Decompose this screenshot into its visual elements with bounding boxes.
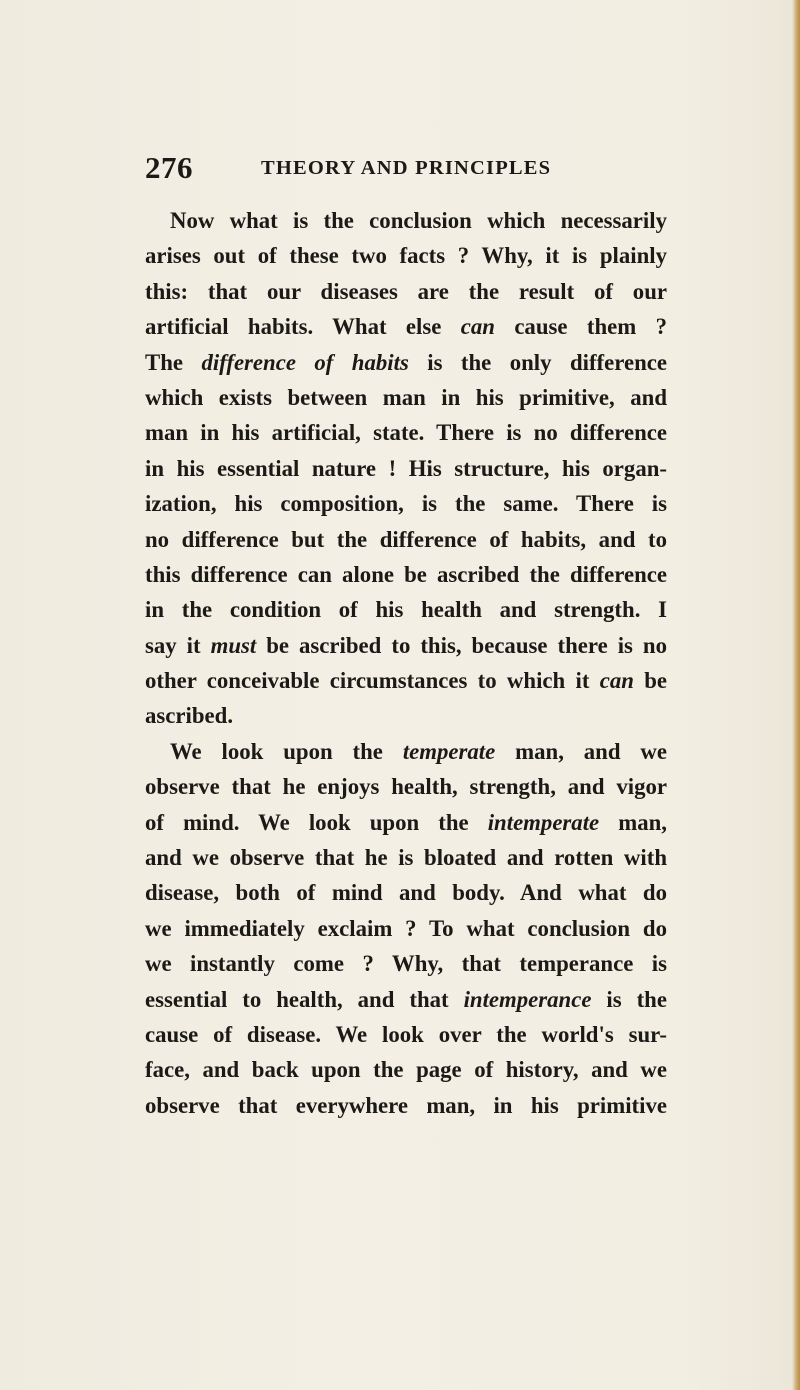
page-edge	[792, 0, 800, 1390]
text-line: ascribed.	[145, 703, 234, 729]
text-line: cause of disease. We look over the world's sur-	[145, 1021, 667, 1047]
body-text	[145, 203, 667, 1123]
text-line: We look upon the temperate man, and we	[170, 738, 667, 764]
text-line: other conceivable circumstances to which it can be	[145, 668, 667, 694]
text-line: observe that he enjoys health, strength, and vigor	[145, 774, 667, 800]
text-line: disease, both of mind and body. And what do	[145, 880, 667, 906]
italic-emphasis: must	[210, 632, 257, 658]
page-number: 276	[145, 150, 193, 185]
text-line: face, and back upon the page of history, and we	[145, 1057, 667, 1083]
text-line: in the condition of his health and strength. I	[145, 597, 667, 623]
text-line: this: that our diseases are the result of our	[145, 278, 667, 304]
running-head	[145, 150, 705, 190]
italic-emphasis: intemperance	[463, 986, 592, 1012]
text-line: which exists between man in his primitive, and	[145, 384, 667, 410]
text-line: artificial habits. What else can cause them ?	[145, 314, 667, 340]
text-line: observe that everywhere man, in his primitive	[145, 1092, 667, 1118]
italic-emphasis: can	[460, 314, 495, 340]
text-line: essential to health, and that intemperance is the	[145, 986, 667, 1012]
text-line: no difference but the difference of habits, and to	[145, 526, 667, 552]
text-line: we immediately exclaim ? To what conclusion do	[145, 915, 667, 941]
text-line: we instantly come ? Why, that temperance is	[145, 951, 667, 977]
text-line: this difference can alone be ascribed the difference	[145, 561, 667, 587]
text-line: The difference of habits is the only difference	[145, 349, 667, 375]
italic-emphasis: temperate	[402, 738, 496, 764]
text-line: say it must be ascribed to this, because there is no	[145, 632, 667, 658]
running-title: THEORY AND PRINCIPLES	[261, 157, 552, 179]
text-line: and we observe that he is bloated and rotten with	[145, 845, 667, 871]
text-line: arises out of these two facts ? Why, it is plainly	[145, 243, 667, 269]
text-line: of mind. We look upon the intemperate man,	[145, 809, 667, 835]
italic-emphasis: difference of habits	[201, 349, 409, 375]
italic-emphasis: intemperate	[487, 809, 600, 835]
text-line: Now what is the conclusion which necessarily	[170, 208, 667, 233]
text-line: man in his artificial, state. There is no difference	[145, 420, 667, 446]
text-line: in his essential nature ! His structure, his organ-	[145, 455, 667, 481]
text-line: ization, his composition, is the same. There is	[145, 491, 667, 517]
italic-emphasis: can	[599, 668, 634, 694]
